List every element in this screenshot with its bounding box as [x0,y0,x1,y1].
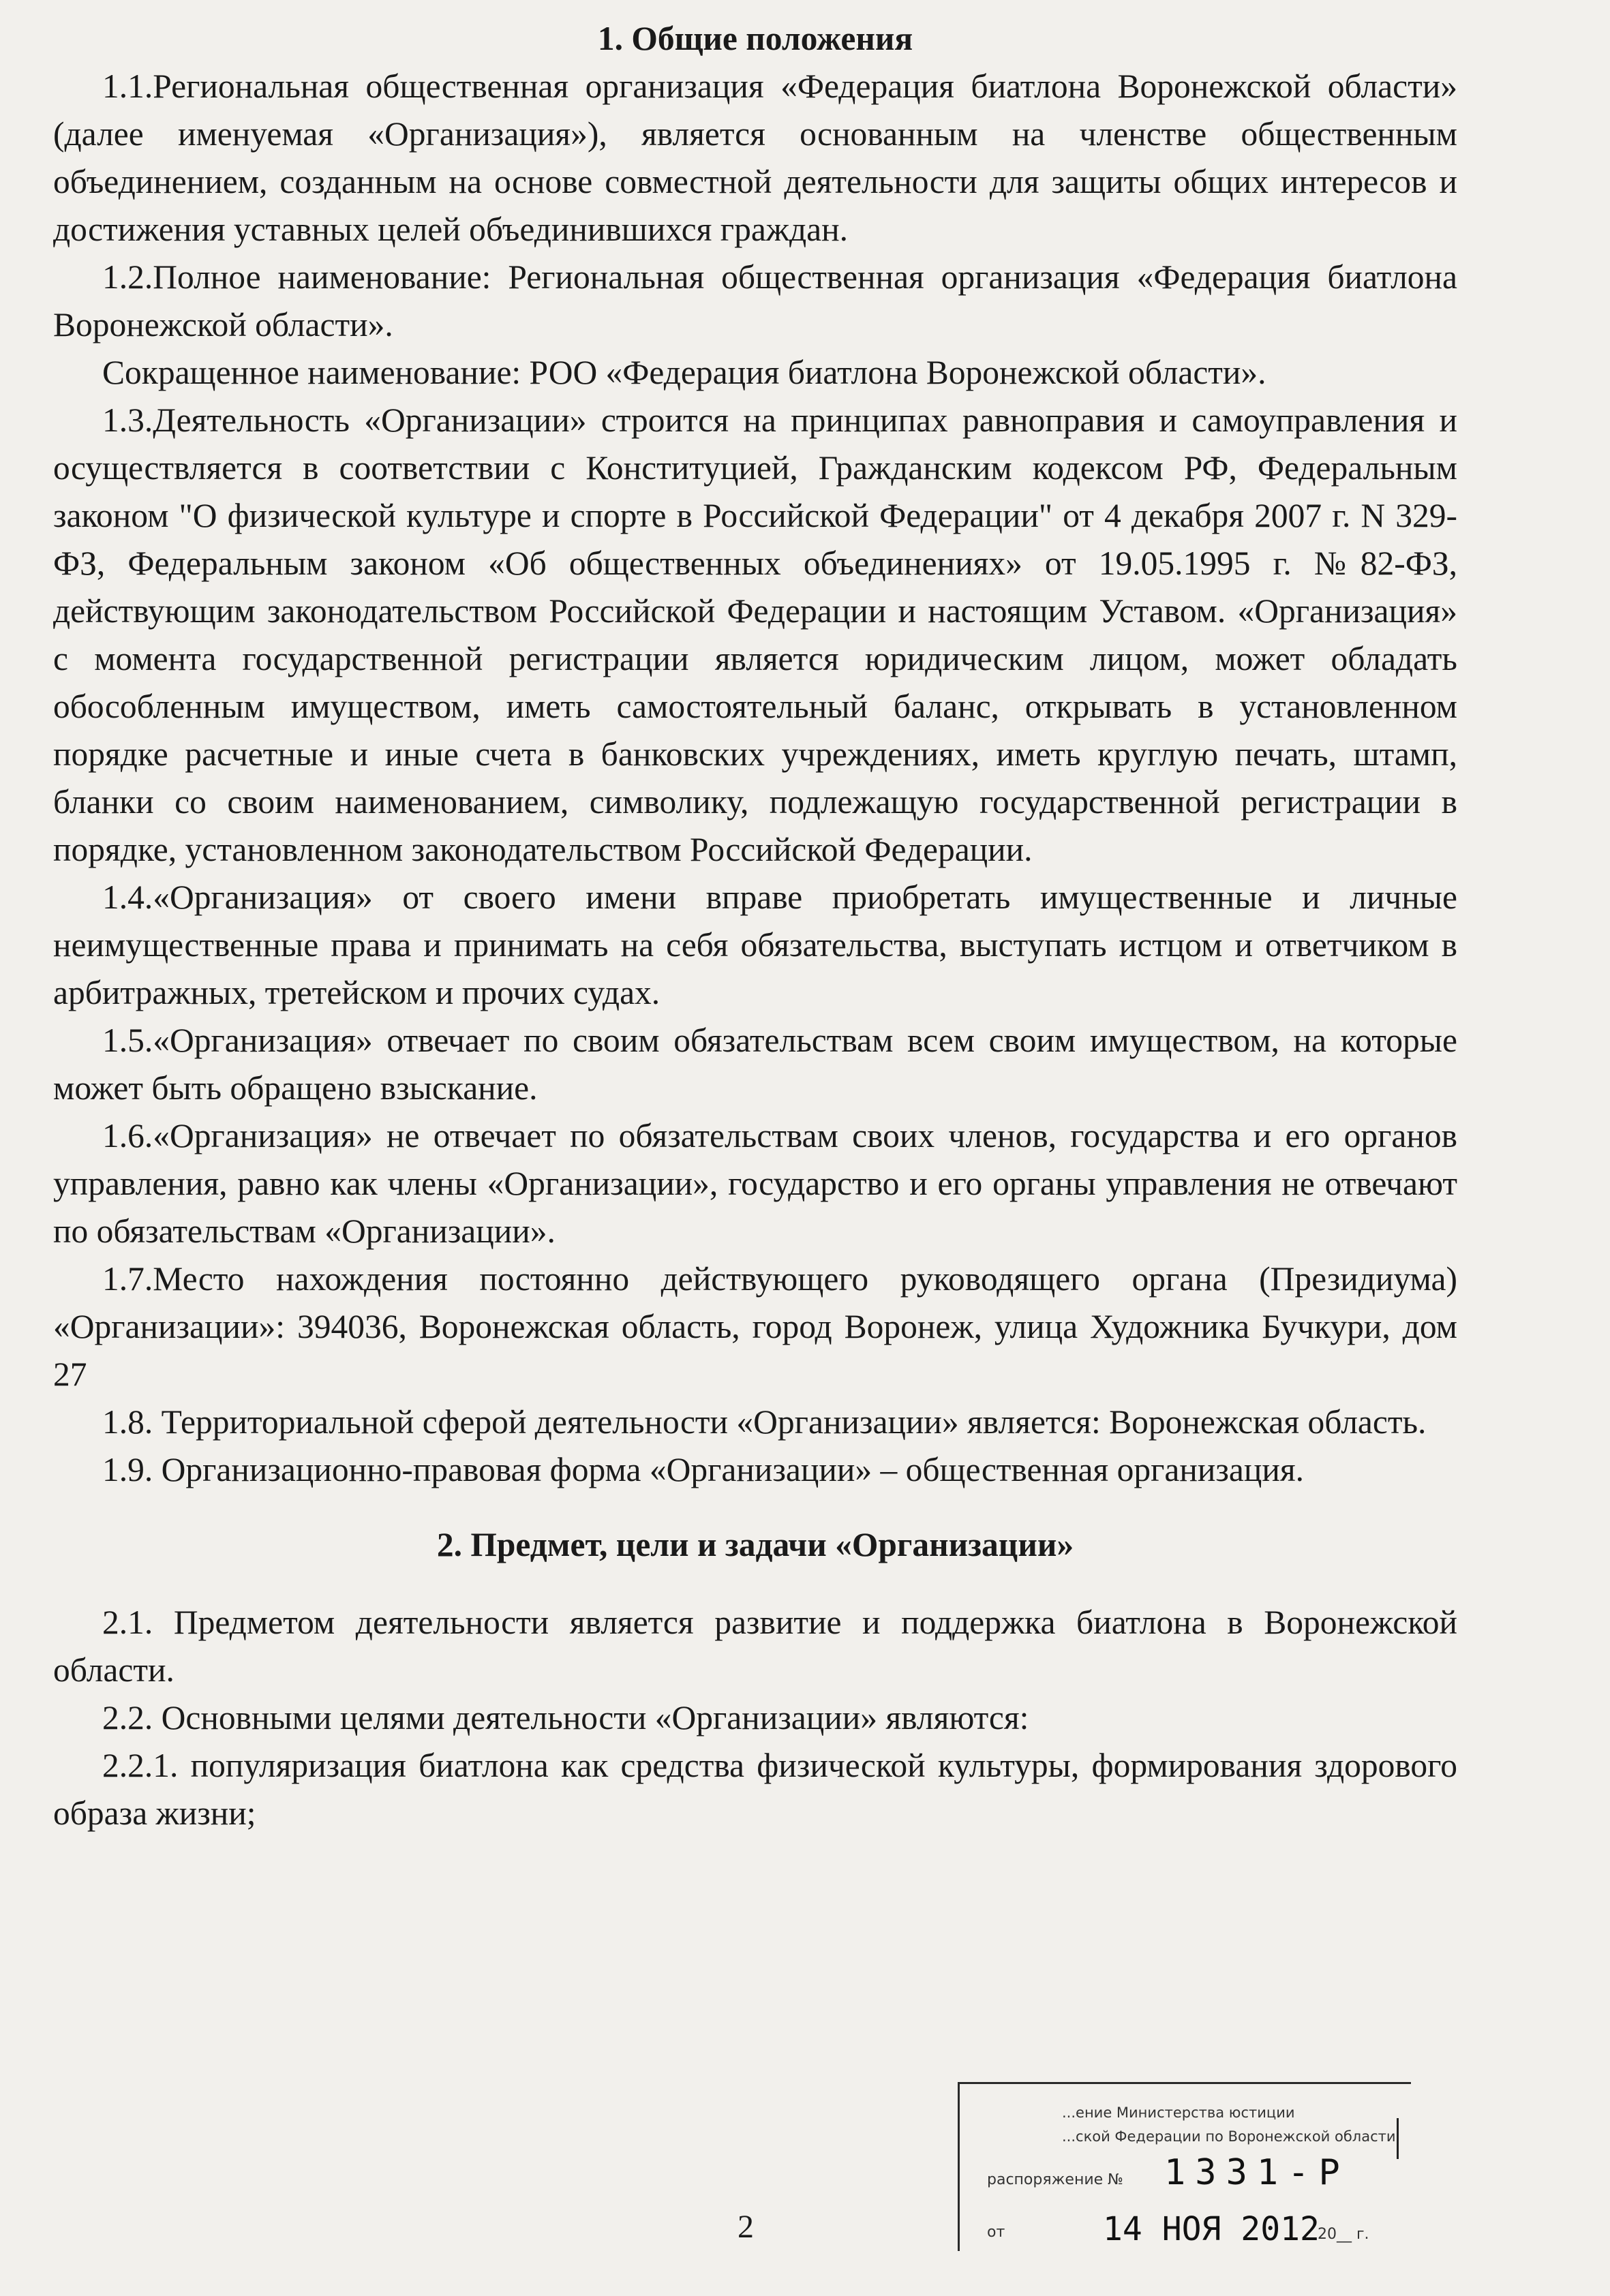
paragraph-1-7: 1.7.Место нахождения постоянно действующего руководящего органа (Президиума) «Организации»: 394036, Воронежская область, город Воронеж, улица Художника Бучкури, дом 27 [53,1260,1457,1393]
paragraph-2-1: 2.1. Предметом деятельности является развитие и поддержка биатлона в Воронежской области. [53,1604,1457,1689]
stamp-number: 1331-Р [1164,2152,1350,2193]
section-2-title: 2. Предмет, цели и задачи «Организации» [436,1526,1074,1563]
paragraph-1-1: 1.1.Региональная общественная организация «Федерация биатлона Воронежской области» (далее именуемая «Организация»), является основанным на членстве общественным объединением, созданным на основе совместной деятельности для защиты общих интересов и достижения уставных целей объединившихся граждан. [53,67,1457,248]
stamp-date: 14 НОЯ 2012 [1103,2210,1320,2248]
paragraph-2-2-1: 2.2.1. популяризация биатлона как средства физической культуры, формирования здорового образа жизни; [53,1747,1457,1832]
paragraph-2-2: 2.2. Основными целями деятельности «Организации» являются: [102,1699,1029,1736]
stamp-authority-line-1: ...ение Министерства юстиции [1062,2104,1295,2121]
paragraph-1-5: 1.5.«Организация» отвечает по своим обязательствам всем своим имуществом, на которые может быть обращено взыскание. [53,1022,1457,1107]
section-1-title: 1. Общие положения [597,20,913,57]
paragraph-1-3: 1.3.Деятельность «Организации» строится на принципах равноправия и самоуправления и осуществляется в соответствии с Конституцией, Гражданским кодексом РФ, Федеральным законом "О физической культуре и спорте в Российской Федерации" от 4 декабря 2007 г. N 329-ФЗ, Федеральным законом «Об общественных объединениях» от 19.05.1995 г. №82-ФЗ, действующим законодательством Российской Федерации и настоящим Уставом. «Организация» с момента государственной регистрации является юридическим лицом, может обладать обособленным имуществом, иметь самостоятельный баланс, открывать в установленном порядке расчетные и иные счета в банковских учреждениях, иметь круглую печать, штамп, бланки со своим наименованием, символику, подлежащую государственной регистрации в порядке, установленном законодательством Российской Федерации. [53,401,1457,868]
paragraph-1-2: 1.2.Полное наименование: Региональная общественная организация «Федерация биатлона Воронежской области». [53,258,1457,343]
paragraph-short-name: Сокращенное наименование: РОО «Федерация биатлона Воронежской области». [102,354,1266,391]
registration-stamp [958,2082,1411,2251]
page-number: 2 [738,2209,754,2245]
paragraph-1-6: 1.6.«Организация» не отвечает по обязательствам своих членов, государства и его органов управления, равно как члены «Организации», государство и его органы управления не отвечают по обязательствам «Организации». [53,1117,1457,1250]
paragraph-1-4: 1.4.«Организация» от своего имени вправе приобретать имущественные и личные неимущественные права и принимать на себя обязательства, выступать истцом и ответчиком в арбитражных, третейском и прочих судах. [53,878,1457,1011]
stamp-number-label: распоряжение № [987,2171,1124,2188]
document-page [53,15,1457,1837]
paragraph-1-8: 1.8. Территориальной сферой деятельности «Организации» является: Воронежская область. [102,1403,1427,1441]
stamp-border-mark [1397,2118,1399,2159]
stamp-year-label: 20__ г. [1318,2226,1369,2243]
spacer [53,1582,1457,1599]
stamp-date-label: от [987,2224,1005,2241]
paragraph-1-9: 1.9. Организационно-правовая форма «Организации» – общественная организация. [102,1451,1304,1488]
stamp-authority-line-2: ...ской Федерации по Воронежской области [1062,2128,1396,2145]
